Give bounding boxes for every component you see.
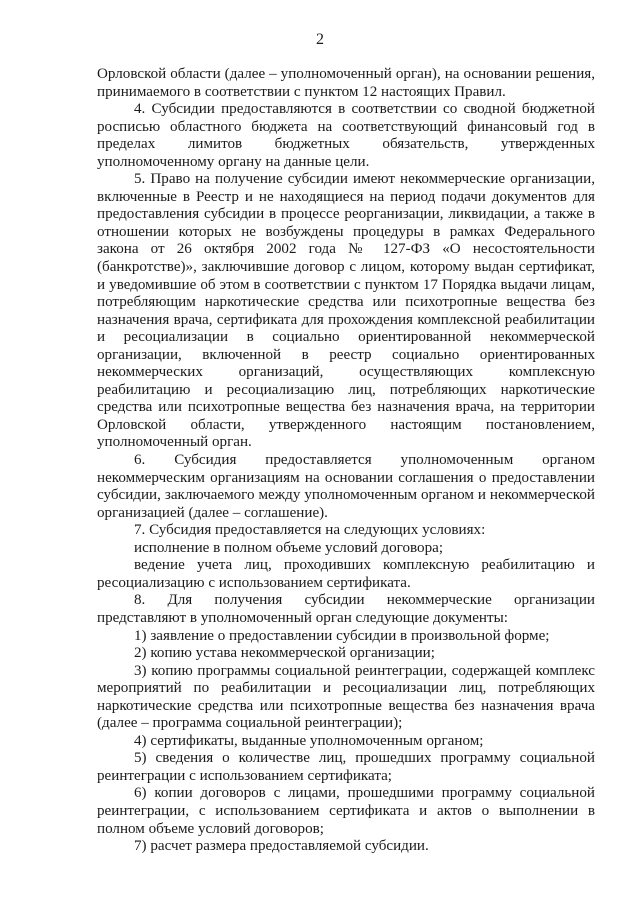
document-item-5: 5) сведения о количестве лиц, прошедших программу социальной реинтеграции с использованием сертификата; — [97, 750, 595, 784]
document-item-6: 6) копии договоров с лицами, прошедшими программу социальной реинтеграции, с использованием сертификата и актов о выполнении в полном объеме условий договоров; — [97, 785, 595, 837]
paragraph-7-conditions: 7. Субсидия предоставляется на следующих условиях: — [134, 522, 486, 539]
paragraph-5-eligibility: 5. Право на получение субсидии имеют некоммерческие организации, включенные в Реестр и не находящиеся на период подачи документов для предоставления субсидии в процессе реорганизации, ликвидации, а также в отношении которых не возбуждены процедуры в рамках Федерального закона от 26 октября 2002 года № 127-ФЗ «О несостоятельности (банкротстве)», заключившие договор с лицом, которому выдан сертификат, и уведомившие об этом в соответствии с пунктом 17 Порядка выдачи лицам, потребляющим наркотические средства или психотропные вещества без назначения врача, сертификата для прохождения комплексной реабилитации и ресоциализации в социально ориентированной некоммерческой организации, включенной в реестр социально ориентированных некоммерческих организаций, осуществляющих комплексную реабилитацию и ресоциализацию лиц, потребляющих наркотические средства или психотропные вещества без назначения врача, на территории Орловской области, утвержденного настоящим постановлением, уполномоченный орган. — [97, 171, 595, 451]
paragraph-4-budget: 4. Субсидии предоставляются в соответствии со сводной бюджетной росписью областного бюджета на соответствующий финансовый год в пределах лимитов бюджетных обязательств, утвержденных уполномоченному органу на данные цели. — [97, 101, 595, 170]
condition-record-keeping: ведение учета лиц, проходивших комплексную реабилитацию и ресоциализацию с использованием сертификата. — [97, 557, 595, 591]
paragraph-6-agreement: 6. Субсидия предоставляется уполномоченным органом некоммерческим организациям на основании соглашения о предоставлении субсидии, заключаемого между уполномоченным органом и некоммерческой организацией (далее – соглашение). — [97, 452, 595, 521]
condition-contract-fulfillment: исполнение в полном объеме условий договора; — [134, 539, 444, 556]
page-number: 2 — [316, 31, 324, 48]
document-body — [97, 66, 595, 856]
paragraph-8-documents: 8. Для получения субсидии некоммерческие организации представляют в уполномоченный орган следующие документы: — [97, 592, 595, 626]
document-item-3: 3) копию программы социальной реинтеграции, содержащей комплекс мероприятий по реабилитации и ресоциализации лиц, потребляющих наркотические средства или психотропные вещества без назначения врача (далее – программа социальной реинтеграции); — [97, 662, 595, 732]
document-item-7: 7) расчет размера предоставляемой субсидии. — [134, 838, 429, 855]
document-item-4: 4) сертификаты, выданные уполномоченным органом; — [134, 732, 484, 749]
document-item-2: 2) копию устава некоммерческой организации; — [134, 645, 435, 662]
paragraph-continuation: Орловской области (далее – уполномоченный орган), на основании решения, принимаемого в соответствии с пунктом 12 настоящих Правил. — [97, 66, 595, 100]
document-item-1: 1) заявление о предоставлении субсидии в произвольной форме; — [134, 627, 550, 644]
